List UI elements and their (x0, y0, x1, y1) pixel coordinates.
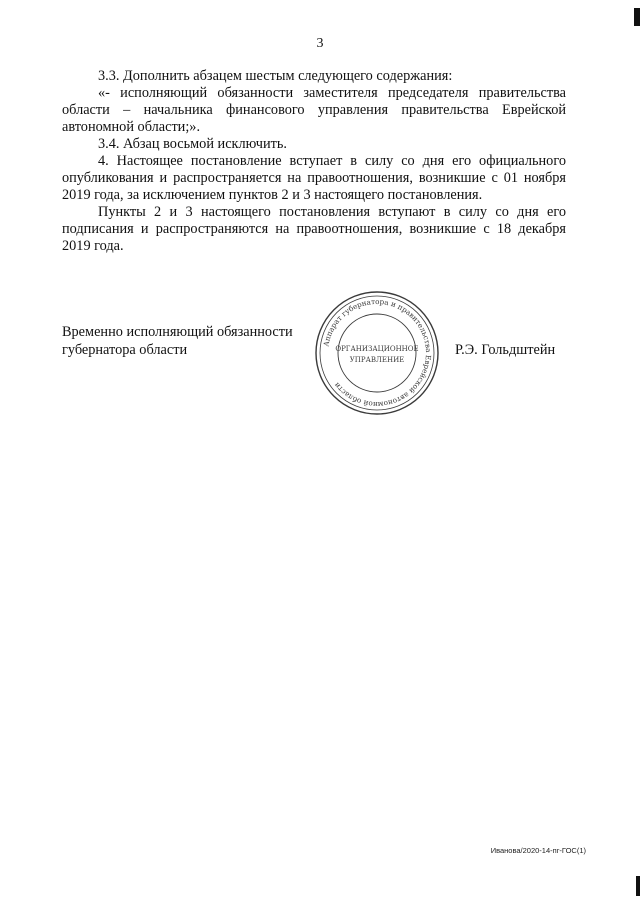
seal-outer-ring (316, 292, 438, 414)
signatory-position-line1: Временно исполняющий обязанности (62, 324, 293, 340)
scan-edge-mark-top (634, 8, 640, 26)
paragraph-3-3: 3.3. Дополнить абзацем шестым следующего содержания: (98, 68, 453, 84)
seal-inner-text-2: УПРАВЛЕНИЕ (349, 356, 405, 364)
scan-edge-mark-bottom (636, 876, 640, 896)
page-number: 3 (316, 36, 324, 51)
paragraph-effective-date: Пункты 2 и 3 настоящего постановления вступают в силу со дня его подписания и распространяются на правоотношения, возникшие с 18 декабря 2019 года. (62, 204, 566, 254)
signatory-position (62, 323, 322, 359)
paragraph-quote: «- исполняющий обязанности заместителя председателя правительства области – начальника финансового управления правительства Еврейской автономной области;». (62, 85, 566, 135)
seal-outer-text: Аппарат губернатора и правительства Еврейской автономной области (321, 296, 434, 410)
signatory-name: Р.Э. Гольдштейн (455, 342, 556, 358)
seal-inner-text-1: ОРГАНИЗАЦИОННОЕ (335, 345, 419, 353)
document-reference: Иванова/2020-14-пг-ГОС(1) (490, 846, 586, 855)
paragraph-4: 4. Настоящее постановление вступает в силу со дня его официального опубликования и распространяется на правоотношения, возникшие с 01 ноября 2019 года, за исключением пунктов 2 и 3 настоящего постановления. (62, 153, 566, 203)
seal-inner-ring (320, 296, 434, 410)
paragraph-3-4: 3.4. Абзац восьмой исключить. (98, 136, 287, 152)
official-seal (312, 288, 442, 418)
seal-center-ring (338, 314, 416, 392)
signatory-position-line2: губернатора области (62, 342, 188, 358)
document-body (62, 68, 566, 255)
